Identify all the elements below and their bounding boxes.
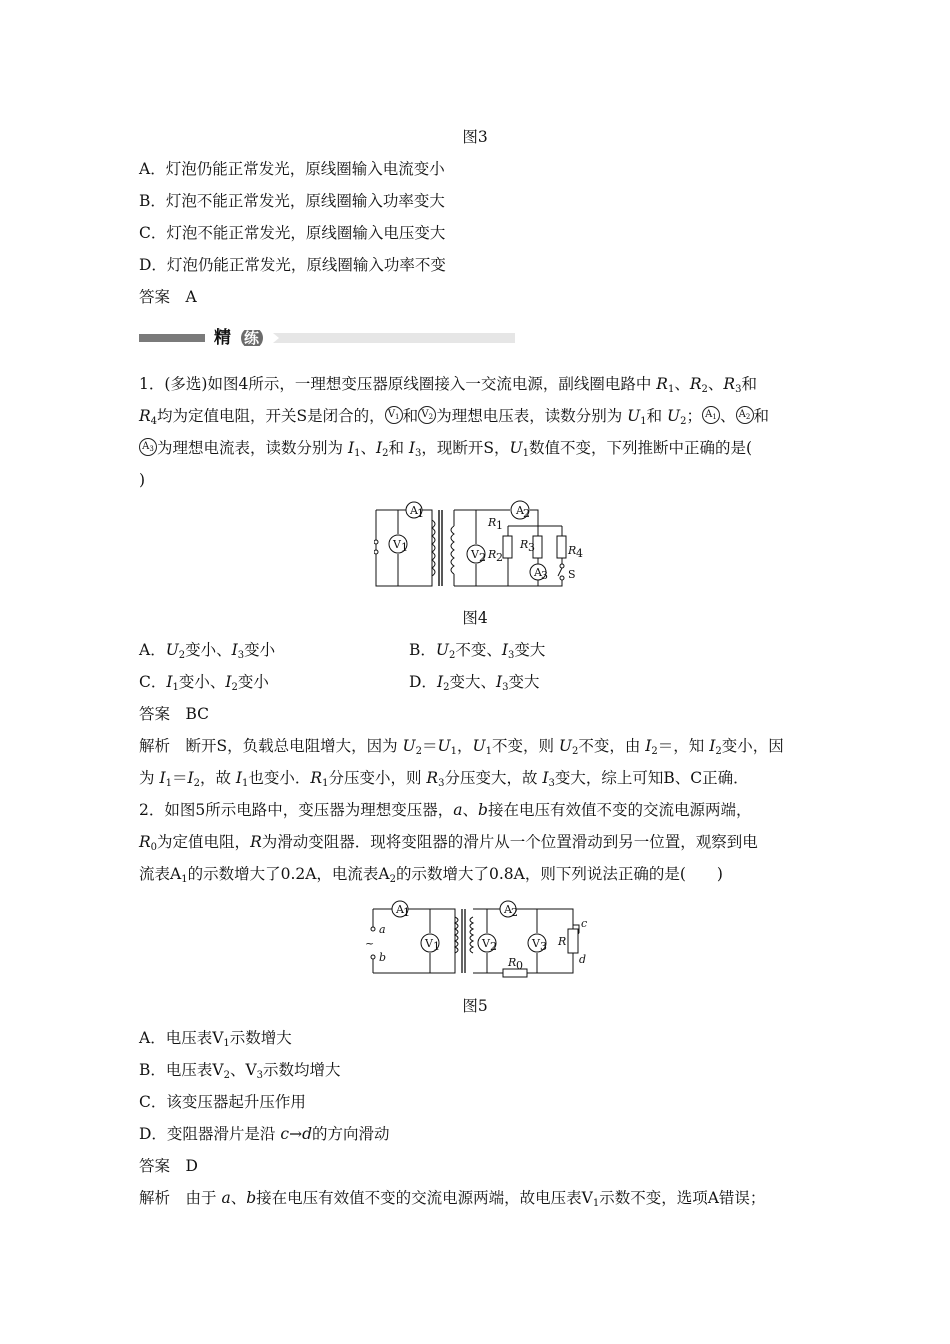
- figure-3-caption: 图3: [462, 128, 488, 146]
- q2-stem-line-2: $R_0$为定值电阻，R为滑动变阻器．现将变阻器的滑片从一个位置滑动到另一位置，观察到电: [139, 833, 758, 853]
- q1-option-d: D．$I_2$变大、$I_3$变大: [409, 673, 540, 693]
- svg-text:0: 0: [516, 959, 523, 972]
- svg-text:1: 1: [417, 507, 424, 520]
- svg-text:2: 2: [511, 906, 518, 919]
- q1-analysis-line-2: 为 $I_1=I_2$，故 $I_1$也变小．$R_1$分压变小，则 $R_3$分压变大，故 $I_3$变大，综上可知B、C正确．: [139, 769, 749, 789]
- section-title-char-1: 精: [214, 328, 231, 348]
- q1-option-a: A．$U_2$变小、$I_3$变小: [139, 641, 276, 661]
- q1-answer: 答案 BC: [139, 705, 210, 723]
- q2-answer: 答案 D: [139, 1157, 198, 1175]
- fig5-a-label: a: [379, 923, 386, 936]
- figure-4-circuit: [370, 496, 590, 596]
- svg-text:~: ~: [365, 937, 375, 950]
- fig4-r3-label: R: [520, 538, 529, 551]
- figure-4-caption: 图4: [462, 609, 488, 627]
- q0-option-d: D．灯泡仍能正常发光，原线圈输入功率不变: [139, 256, 446, 274]
- q2-stem-line-3: 流表$A_1$的示数增大了0.2A，电流表$A_2$的示数增大了0.8A，则下列说法正确的是( ): [139, 865, 723, 885]
- q2-option-b: B．电压表$V_2$、$V_3$示数均增大: [139, 1061, 341, 1081]
- figure-5-caption: 图5: [462, 997, 488, 1015]
- fig4-a2-label: A: [516, 504, 524, 517]
- svg-text:1: 1: [496, 519, 503, 532]
- svg-text:4: 4: [576, 547, 583, 560]
- q2-analysis-line-1: 解析 由于 a、b接在电压有效值不变的交流电源两端，故电压表$V_1$示数不变，选项A错误；: [139, 1189, 766, 1209]
- fig4-r2-label: R: [488, 548, 497, 561]
- q1-tag: (多选): [164, 375, 208, 393]
- q2-option-b-text: B．电压表V: [139, 1061, 224, 1079]
- q2-option-d: D．变阻器滑片是沿 c→d的方向滑动: [139, 1125, 390, 1143]
- svg-text:2: 2: [490, 940, 497, 953]
- svg-text:1: 1: [433, 940, 440, 953]
- fig4-r1-label: R: [488, 516, 497, 529]
- q0-answer: 答案 A: [139, 288, 197, 306]
- section-banner: [139, 330, 515, 346]
- q0-option-a: A．灯泡仍能正常发光，原线圈输入电流变小: [139, 160, 445, 178]
- fig5-a1-label: A: [396, 903, 404, 916]
- svg-text:1: 1: [403, 906, 410, 919]
- q1-stem-line-3: $A_3$ 为理想电流表，读数分别为 $I_1$、$I_2$和 $I_3$，现断开S，$U_1$数值不变，下列推断中正确的是(: [139, 438, 752, 458]
- fig4-v1-label: V: [393, 538, 401, 551]
- q2-option-a-text: A．电压表V: [139, 1029, 224, 1047]
- q2-option-c: C．该变压器起升压作用: [139, 1093, 306, 1111]
- figure-5-circuit: [365, 895, 595, 985]
- fig4-v2-label: V: [471, 548, 479, 561]
- q2-stem-line-1: 2．如图5所示电路中，变压器为理想变压器，a、b接在电压有效值不变的交流电源两端，: [139, 801, 752, 819]
- q2-number: 2．: [139, 801, 165, 819]
- fig5-v3-label: V: [532, 937, 540, 950]
- fig5-r0-label: R: [508, 956, 517, 969]
- q0-option-b: B．灯泡不能正常发光，原线圈输入功率变大: [139, 192, 445, 210]
- svg-text:3: 3: [541, 569, 548, 582]
- q1-option-c: C．$I_1$变小、$I_2$变小: [139, 673, 269, 693]
- q1-analysis-line-1: 解析 断开S，负载总电阻增大，因为 $U_2=U_1$，$U_1$不变，则 $U_2$不变，由 $I_2=$，知 $I_2$变小，因: [139, 737, 784, 757]
- svg-text:1: 1: [401, 541, 408, 554]
- banner-graphic: [139, 330, 515, 346]
- q2-option-d-text: D．变阻器滑片是沿: [139, 1125, 276, 1143]
- fig5-c-label: c: [581, 917, 588, 930]
- fig4-s-label: S: [568, 568, 576, 581]
- fig5-a2-label: A: [504, 903, 512, 916]
- q2-option-a: A．电压表$V_1$示数增大: [139, 1029, 292, 1049]
- svg-text:2: 2: [479, 551, 486, 564]
- fig5-v2-label: V: [482, 937, 490, 950]
- svg-text:2: 2: [496, 551, 503, 564]
- fig5-v1-label: V: [425, 937, 433, 950]
- svg-text:3: 3: [540, 940, 547, 953]
- fig4-a1-label: A: [410, 504, 418, 517]
- fig5-d-label: d: [579, 953, 587, 966]
- svg-text:3: 3: [528, 541, 535, 554]
- fig5-r-label: R: [558, 935, 567, 948]
- svg-text:2: 2: [523, 507, 530, 520]
- fig4-r4-label: R: [568, 544, 577, 557]
- q1-stem-line-4: ): [139, 471, 146, 489]
- fig5-b-label: b: [379, 951, 387, 964]
- q1-number: 1．: [139, 375, 165, 393]
- section-title-char-2: 练: [244, 329, 260, 347]
- fig4-a3-label: A: [534, 566, 542, 579]
- q1-stem-line-1: 1．(多选)如图4所示，一理想变压器原线圈接入一交流电源，副线圈电路中 $R_1$、$R_2$、$R_3$和: [139, 375, 757, 395]
- q1-option-b: B．$U_2$不变、$I_3$变大: [409, 641, 546, 661]
- q0-option-c: C．灯泡不能正常发光，原线圈输入电压变大: [139, 224, 446, 242]
- q1-stem-line-2: $R_4$均为定值电阻，开关S是闭合的， $V_1$ 和 $V_2$ 为理想电压表，读数分别为 $U_1$和 $U_2$； $A_1$ 、 $A_2$ 和: [139, 407, 770, 427]
